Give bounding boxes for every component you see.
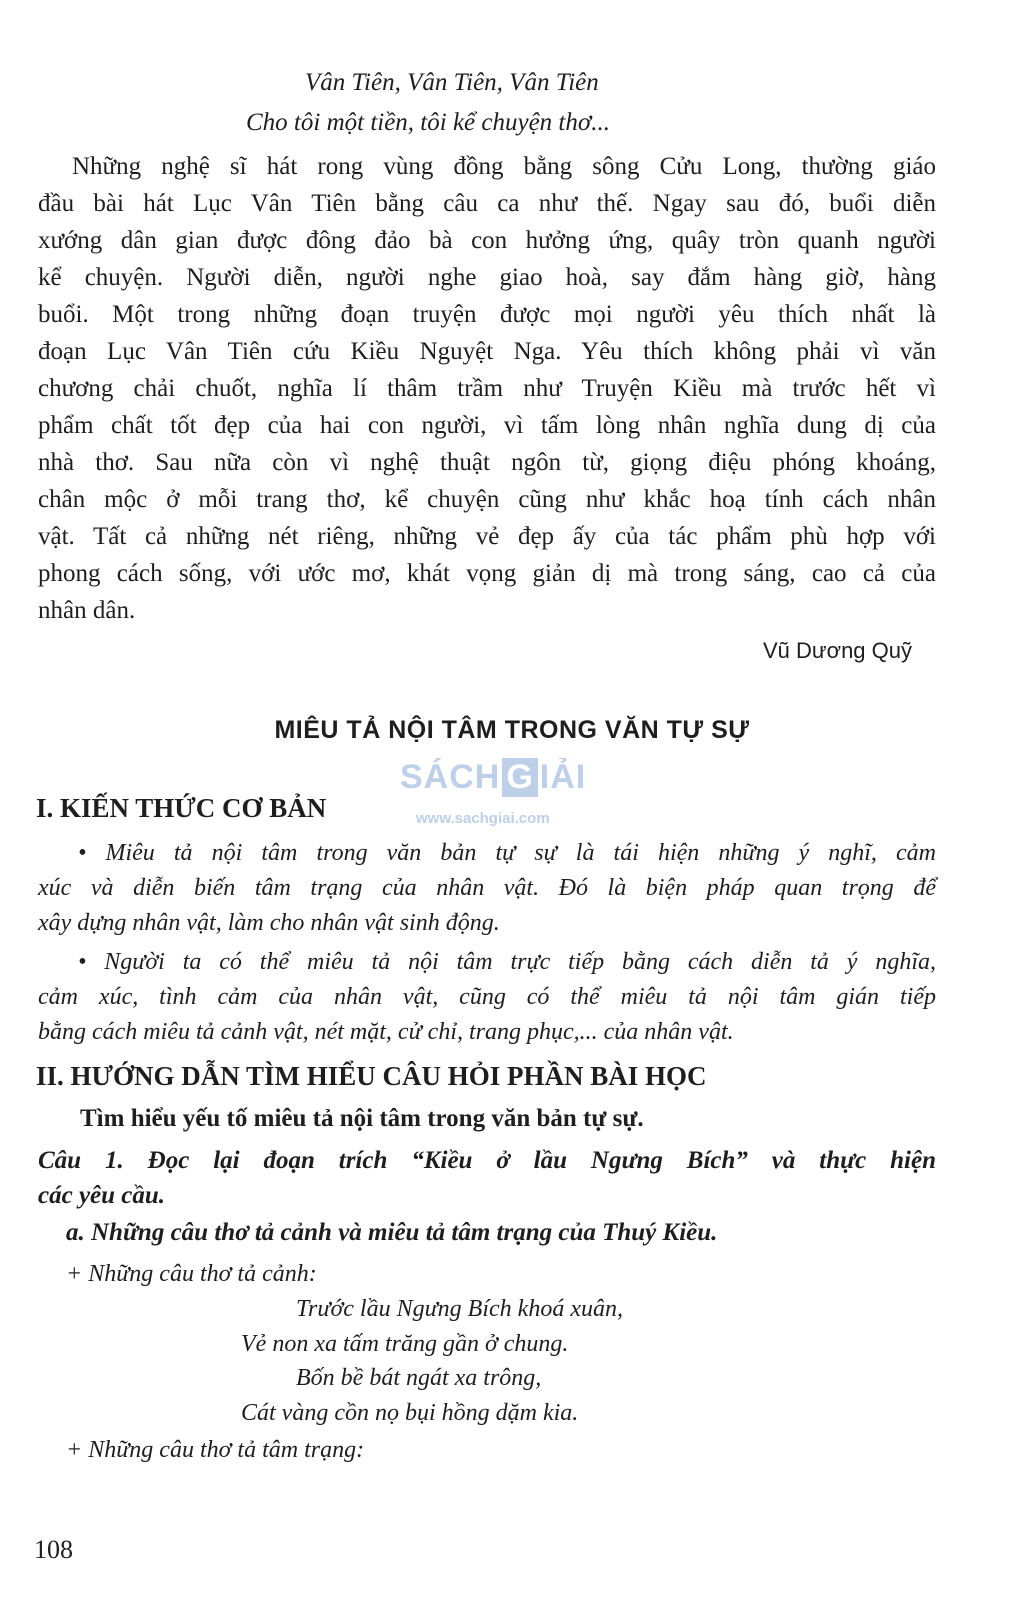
paragraph-line: phẩm chất tốt đẹp của hai con người, vì tấm lòng nhân nghĩa dung dị của	[38, 412, 936, 439]
intro-paragraph	[38, 148, 936, 629]
paragraph-line: kể chuyện. Người diễn, người nghe giao hoà, say đắm hàng giờ, hàng	[38, 264, 936, 291]
paragraph-line: đoạn Lục Vân Tiên cứu Kiều Nguyệt Nga. Yêu thích không phải vì văn	[38, 338, 936, 365]
section-1-title: I. KIẾN THỨC CƠ BẢN	[36, 793, 327, 823]
bullet-line: cảm xúc, tình cảm của nhân vật, cũng có thể miêu tả nội tâm gián tiếp	[38, 984, 936, 1010]
watermark-brand-right: IẢI	[539, 758, 587, 796]
page-number: 108	[34, 1535, 73, 1564]
paragraph-line: xướng dân gian được đông đảo bà con hưởng ứng, quây tròn quanh người	[38, 227, 936, 254]
intro-verse-line-2: Cho tôi một tiền, tôi kể chuyện thơ...	[246, 109, 610, 136]
scene-verse-1: Trước lầu Ngưng Bích khoá xuân,	[296, 1296, 623, 1322]
main-heading: MIÊU TẢ NỘI TÂM TRONG VĂN TỰ SỰ	[274, 716, 750, 744]
question-1	[38, 1143, 936, 1213]
question-line: Câu 1. Đọc lại đoạn trích “Kiều ở lầu Ngưng Bích” và thực hiện	[38, 1147, 936, 1174]
paragraph-line: nhà thơ. Sau nữa còn vì nghệ thuật ngôn từ, giọng điệu phóng khoáng,	[38, 449, 936, 476]
section-1-bullet-2	[38, 945, 936, 1050]
part-a-heading: a. Những câu thơ tả cảnh và miêu tả tâm trạng của Thuý Kiều.	[66, 1219, 718, 1246]
bullet-line: • Người ta có thể miêu tả nội tâm trực tiếp bằng cách diễn tả ý nghĩa,	[78, 949, 936, 975]
paragraph-line: chân mộc ở mỗi trang thơ, kể chuyện cũng như khắc hoạ tính cách nhân	[38, 486, 936, 513]
mood-label: + Những câu thơ tả tâm trạng:	[66, 1437, 365, 1463]
watermark-brand-left: SÁCH	[400, 758, 501, 796]
watermark-url: www.sachgiai.com	[416, 810, 550, 827]
bullet-line: bằng cách miêu tả cảnh vật, nét mặt, cử chỉ, trang phục,... của nhân vật.	[38, 1019, 734, 1045]
watermark	[400, 758, 620, 828]
paragraph-line: Những nghệ sĩ hát rong vùng đồng bằng sông Cửu Long, thường giáo	[72, 153, 936, 180]
paragraph-line: chương chải chuốt, nghĩa lí thâm trầm như Truyện Kiều mà trước hết vì	[38, 375, 936, 402]
section-2-title: II. HƯỚNG DẪN TÌM HIỂU CÂU HỎI PHẦN BÀI HỌC	[36, 1061, 707, 1091]
watermark-brand-box: G	[502, 758, 537, 797]
scene-verse-2: Vẻ non xa tấm trăng gần ở chung.	[241, 1331, 569, 1357]
author-name: Vũ Dương Quỹ	[763, 638, 912, 663]
paragraph-line: buổi. Một trong những đoạn truyện được mọi người yêu thích nhất là	[38, 301, 936, 328]
section-1-bullet-1	[38, 836, 936, 941]
bullet-line: • Miêu tả nội tâm trong văn bản tự sự là tái hiện những ý nghĩ, cảm	[78, 840, 936, 866]
bullet-line: xây dựng nhân vật, làm cho nhân vật sinh động.	[38, 910, 500, 936]
question-line: các yêu cầu.	[38, 1182, 166, 1209]
scene-label: + Những câu thơ tả cảnh:	[66, 1261, 317, 1287]
paragraph-line: phong cách sống, với ước mơ, khát vọng giản dị mà trong sáng, cao cả của	[38, 560, 936, 587]
scene-verse-3: Bốn bề bát ngát xa trông,	[296, 1365, 542, 1391]
paragraph-line: nhân dân.	[38, 597, 136, 624]
watermark-logo	[400, 758, 586, 797]
section-2-subtitle: Tìm hiểu yếu tố miêu tả nội tâm trong văn bản tự sự.	[80, 1105, 644, 1132]
bullet-line: xúc và diễn biến tâm trạng của nhân vật. Đó là biện pháp quan trọng để	[38, 875, 936, 901]
intro-verse-line-1: Vân Tiên, Vân Tiên, Vân Tiên	[305, 69, 599, 96]
paragraph-line: đầu bài hát Lục Vân Tiên bằng câu ca như thế. Ngay sau đó, buổi diễn	[38, 190, 936, 217]
paragraph-line: vật. Tất cả những nét riêng, những vẻ đẹp ấy của tác phẩm phù hợp với	[38, 523, 936, 550]
scene-verse-4: Cát vàng cồn nọ bụi hồng dặm kia.	[241, 1400, 579, 1426]
